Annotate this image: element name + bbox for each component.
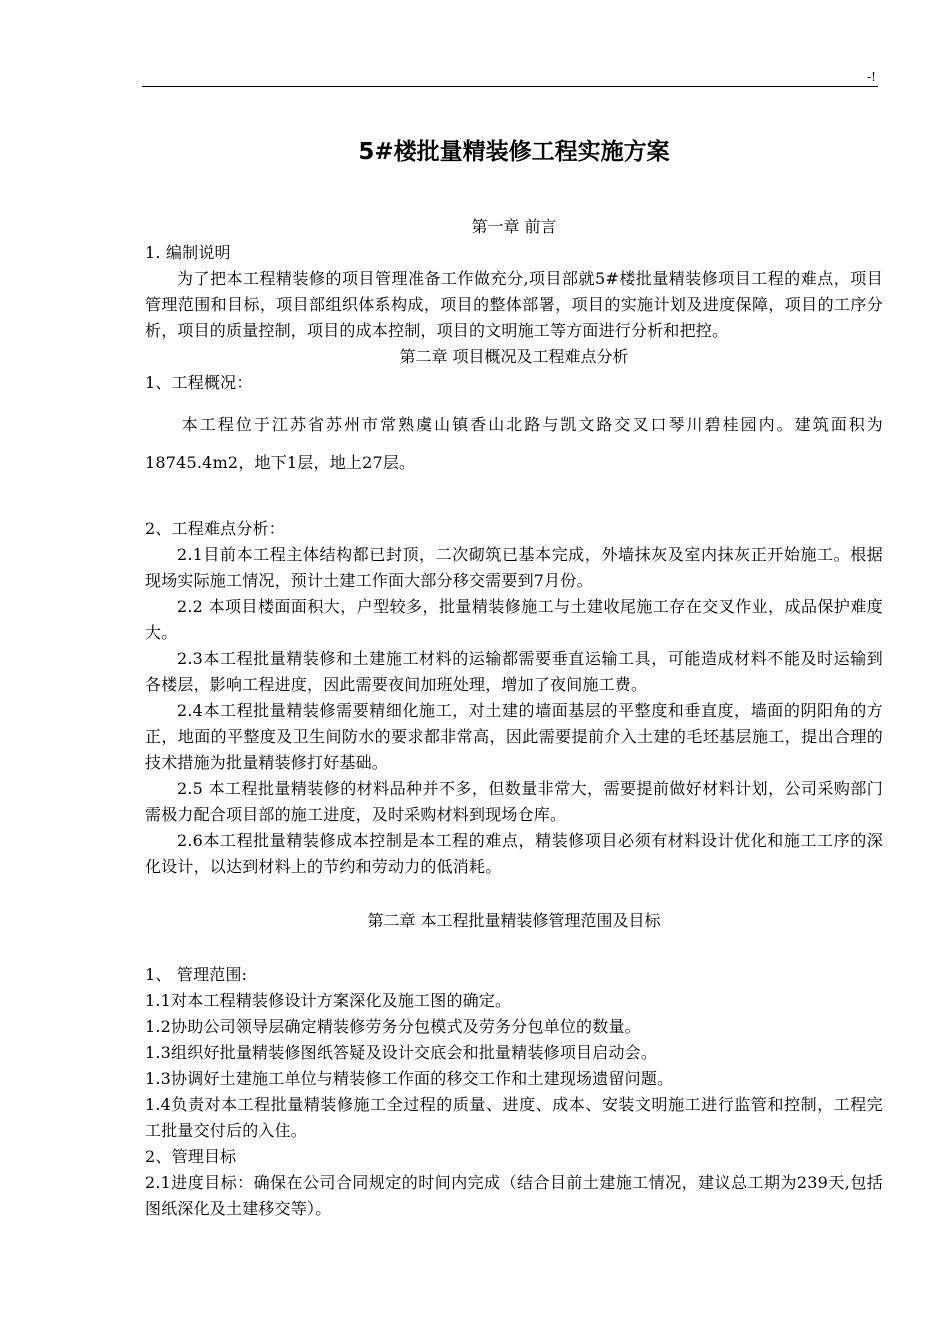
goal-item: 2.1进度目标：确保在公司合同规定的时间内完成（结合目前土建施工情况，建议总工期为239天,包括图纸深化及土建移交等）。 xyxy=(145,1173,883,1218)
difficulty-item: 2.4本工程批量精装修需要精细化施工，对土建的墙面基层的平整度和垂直度，墙面的阴阳角的方正，地面的平整度及卫生间防水的要求都非常高，因此需要提前介入土建的毛坯基层施工，提出合理的技术措施为批量精装修打好基础。 xyxy=(145,701,883,772)
chapter-2-title: 第二章 项目概况及工程难点分析 xyxy=(399,347,629,366)
scope-item: 1.3协调好土建施工单位与精装修工作面的移交工作和土建现场遗留问题。 xyxy=(145,1069,674,1088)
section-heading-compile: 1. 编制说明 xyxy=(145,243,231,262)
difficulty-item: 2.6本工程批量精装修成本控制是本工程的难点，精装修项目必须有材料设计优化和施工工序的深化设计，以达到材料上的节约和劳动力的低消耗。 xyxy=(145,831,883,876)
section-heading-difficulties: 2、工程难点分析： xyxy=(145,519,285,538)
difficulty-item: 2.1目前本工程主体结构都已封顶，二次砌筑已基本完成，外墙抹灰及室内抹灰正开始施工。根据现场实际施工情况，预计土建工作面大部分移交需要到7月份。 xyxy=(145,545,883,590)
difficulty-item: 2.3本工程批量精装修和土建施工材料的运输都需要垂直运输工具，可能造成材料不能及时运输到各楼层，影响工程进度，因此需要夜间加班处理，增加了夜间施工费。 xyxy=(145,649,883,694)
overview-paragraph: 本工程位于江苏省苏州市常熟虞山镇香山北路与凯文路交叉口琴川碧桂园内。建筑面积为18745.4m2，地下1层，地上27层。 xyxy=(145,415,883,472)
scope-item: 1.1对本工程精装修设计方案深化及施工图的确定。 xyxy=(145,991,512,1010)
document-page xyxy=(145,136,883,1222)
scope-item: 1.4负责对本工程批量精装修施工全过程的质量、进度、成本、安装文明施工进行监管和控制，工程完工批量交付后的入住。 xyxy=(145,1095,883,1140)
compile-paragraph: 为了把本工程精装修的项目管理准备工作做充分,项目部就5#楼批量精装修项目工程的难点，项目管理范围和目标，项目部组织体系构成，项目的整体部署，项目的实施计划及进度保障，项目的工序分析，项目的质量控制，项目的成本控制，项目的文明施工等方面进行分析和把控。 xyxy=(145,269,883,340)
header-rule xyxy=(142,86,878,87)
section-heading-scope: 1、 管理范围: xyxy=(145,965,248,984)
chapter-1-title: 第一章 前言 xyxy=(471,217,557,236)
section-heading-goals: 2、管理目标 xyxy=(145,1147,237,1166)
document-title: 5#楼批量精装修工程实施方案 xyxy=(358,139,670,165)
section-heading-overview: 1、工程概况： xyxy=(145,373,253,392)
difficulty-item: 2.2 本项目楼面面积大，户型较多，批量精装修施工与土建收尾施工存在交叉作业，成品保护难度大。 xyxy=(145,597,883,642)
scope-item: 1.3组织好批量精装修图纸答疑及设计交底会和批量精装修项目启动会。 xyxy=(145,1043,658,1062)
scope-item: 1.2协助公司领导层确定精装修劳务分包模式及劳务分包单位的数量。 xyxy=(145,1017,641,1036)
chapter-3-title: 第二章 本工程批量精装修管理范围及目标 xyxy=(367,911,661,930)
difficulty-item: 2.5 本工程批量精装修的材料品种并不多，但数量非常大，需要提前做好材料计划，公司采购部门需极力配合项目部的施工进度，及时采购材料到现场仓库。 xyxy=(145,779,883,824)
header-page-mark: -! xyxy=(867,70,876,84)
